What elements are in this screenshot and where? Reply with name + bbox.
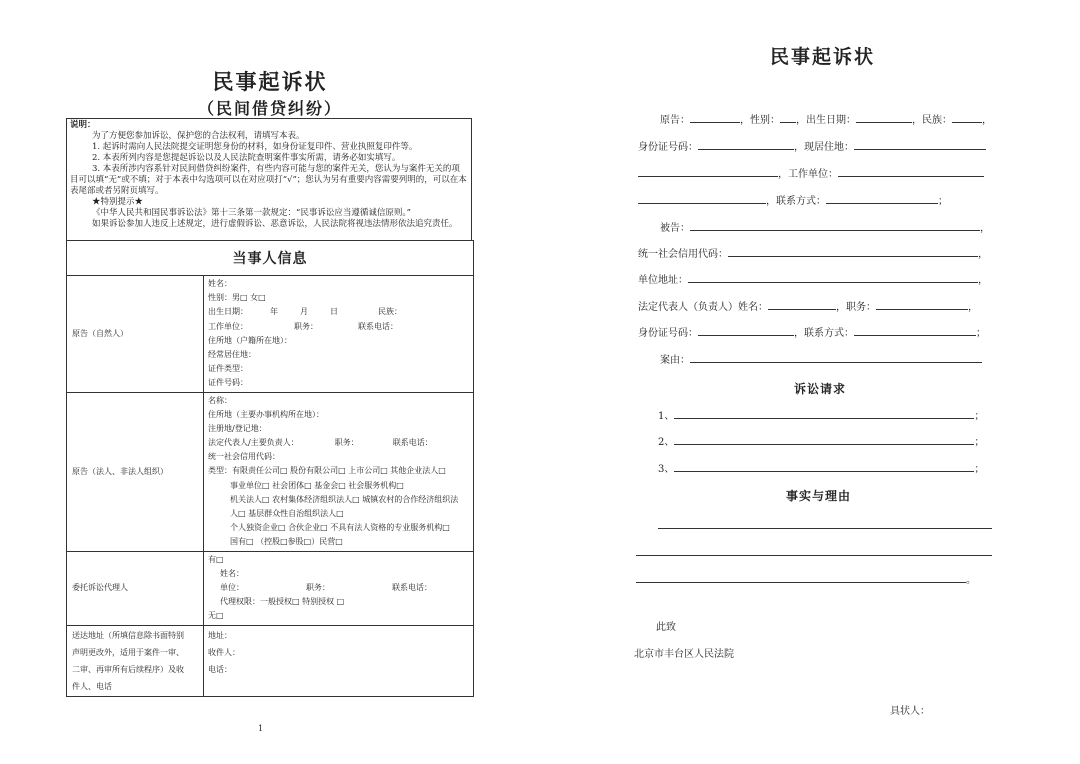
birth-blank[interactable] xyxy=(856,112,912,123)
org-address-line xyxy=(638,272,988,288)
org-type-checkboxes-2[interactable]: 事业单位□ 社会团体□ 基金会□ 社会服务机构□ xyxy=(230,480,404,490)
claim-3-blank[interactable] xyxy=(674,461,974,472)
org-type-checkboxes-5[interactable]: 个人独资企业□ 合伙企业□ 不具有法人资格的专业服务机构□ xyxy=(230,523,450,533)
id-type-field[interactable]: 证件类型： xyxy=(208,364,248,374)
instruction-item-1: 1. 起诉时需向人民法院提交证明您身份的材料，如身份证复印件、营业执照复印件等。 xyxy=(92,142,418,152)
residence-blank[interactable] xyxy=(854,139,986,150)
party-info-table xyxy=(66,240,474,697)
claims-heading: 诉讼请求 xyxy=(794,382,847,396)
law-citation: 《中华人民共和国民事诉讼法》第十三条第一款规定：“民事诉讼应当遵循诚信原则。” xyxy=(92,208,411,218)
agent-no-checkbox[interactable]: 无□ xyxy=(208,611,224,621)
org-type-checkboxes-3[interactable]: 机关法人□ 农村集体经济组织法人□ 城镇农村的合作经济组织法 xyxy=(230,494,459,504)
org-type-checkboxes-1[interactable]: 类型：有限责任公司□ 股份有限公司□ 上市公司□ 其他企业法人□ xyxy=(208,466,446,476)
legal-rep-field[interactable]: 法定代表人/主要负责人： xyxy=(208,438,299,448)
facts-line-2[interactable] xyxy=(636,555,992,556)
name-field[interactable]: 姓名： xyxy=(208,279,232,288)
agent-authority-checkboxes[interactable]: 代理权限：一般授权□ 特别授权 □ xyxy=(220,597,345,607)
position-label: ，职务： xyxy=(836,302,876,313)
contact2-blank[interactable] xyxy=(854,325,976,336)
registered-place-field[interactable]: 注册地/登记地： xyxy=(208,423,267,433)
claim-1-label: 1、 xyxy=(658,411,675,422)
page-number: 1 xyxy=(258,724,264,733)
service-label-line-1: 送达地址（所填信息除书面特别 xyxy=(72,630,184,640)
agent-yes-checkbox[interactable]: 有□ xyxy=(208,554,224,564)
cause-line xyxy=(660,352,982,368)
employer-blank[interactable] xyxy=(838,166,984,177)
org-address-label: 单位地址： xyxy=(638,275,688,286)
claim-2-blank[interactable] xyxy=(674,434,974,445)
org-position-field[interactable]: 职务： xyxy=(334,438,359,448)
cause-label: 案由： xyxy=(660,355,690,366)
birth-date-field[interactable]: 出生日期： xyxy=(208,307,248,317)
position-field[interactable]: 职务： xyxy=(294,321,318,331)
ethnicity-field[interactable]: 民族： xyxy=(378,307,402,317)
service-label-line-2: 声明更改外，适用于案件一审、 xyxy=(72,647,184,657)
plaintiff-label: 原告： xyxy=(660,115,690,126)
plaintiff-org-fields xyxy=(204,392,474,551)
punct: ， xyxy=(982,115,992,126)
agent-name-field[interactable]: 姓名： xyxy=(220,568,244,578)
recipient-field[interactable]: 收件人： xyxy=(208,647,240,657)
service-label-line-4: 件人、电话 xyxy=(72,681,112,691)
birth-ethnicity-row xyxy=(208,305,469,319)
agent-fields xyxy=(204,551,474,625)
org-type-checkboxes-4[interactable]: 人□ 基层群众性自治组织法人□ xyxy=(230,509,344,518)
special-notice-label: ★特别提示★ xyxy=(92,197,144,207)
agent-label: 委托诉讼代理人 xyxy=(67,551,204,625)
day-label: 日 xyxy=(330,307,338,317)
warning-text: 如果诉讼参加人违反上述规定，进行虚假诉讼、恶意诉讼，人民法院将视违法情形依法追究责任。 xyxy=(92,219,458,229)
plaintiff-name-blank[interactable] xyxy=(690,112,740,123)
gender-blank[interactable] xyxy=(780,112,796,123)
instructions-box xyxy=(66,118,472,240)
punct: ； xyxy=(974,411,985,422)
punct: ； xyxy=(974,464,985,475)
credit-code-label: 统一社会信用代码： xyxy=(638,249,728,260)
form-subtitle: （民间借贷纠纷） xyxy=(197,99,342,118)
legal-rep-line xyxy=(638,299,978,315)
month-label: 月 xyxy=(300,307,308,317)
agent-employer-row xyxy=(208,581,469,595)
org-phone-field[interactable]: 联系电话： xyxy=(392,438,433,448)
contact-line xyxy=(638,193,948,209)
instruction-item-2: 2. 本表所列内容是您提起诉讼以及人民法院查明案件事实所需，请务必如实填写。 xyxy=(92,153,401,163)
employer-line xyxy=(638,166,984,182)
contact-blank[interactable] xyxy=(826,193,938,204)
complaint-title: 民事起诉状 xyxy=(770,46,876,68)
punct: ； xyxy=(938,196,948,207)
employer-row xyxy=(208,320,469,334)
ethnicity-blank[interactable] xyxy=(952,112,982,123)
legal-rep-label: 法定代表人（负责人）姓名： xyxy=(638,302,768,313)
cause-blank[interactable] xyxy=(690,352,982,363)
contact2-label: ，联系方式： xyxy=(794,328,854,339)
plaintiff-org-label: 原告（法人、非法人组织） xyxy=(67,392,204,551)
credit-code-line xyxy=(638,246,988,262)
credit-code-blank[interactable] xyxy=(728,246,978,257)
gender-checkbox-field[interactable]: 性别：男□ 女□ xyxy=(208,293,266,303)
salutation: 此致 xyxy=(656,622,676,633)
org-type-checkboxes-6[interactable]: 国有□ （控股□参股□）民营□ xyxy=(230,537,343,547)
id-number-field[interactable]: 证件号码： xyxy=(208,378,248,388)
contact-label: ，联系方式： xyxy=(766,196,826,207)
legal-rep-blank[interactable] xyxy=(768,299,836,310)
id-residence-line xyxy=(638,139,986,155)
facts-heading: 事实与理由 xyxy=(786,489,852,503)
service-label-line-3: 二审、再审所有后续程序）及收 xyxy=(72,664,184,674)
year-label: 年 xyxy=(270,307,278,317)
id-contact-line xyxy=(638,325,986,341)
service-address-field[interactable]: 地址： xyxy=(208,630,232,640)
org-address-blank[interactable] xyxy=(688,272,978,283)
facts-line-1[interactable] xyxy=(658,528,992,529)
punct: ， xyxy=(968,302,978,313)
service-phone-field[interactable]: 电话： xyxy=(208,664,232,674)
position-blank[interactable] xyxy=(876,299,968,310)
birth-label: ，出生日期： xyxy=(796,115,856,126)
employer-cont-blank[interactable] xyxy=(638,193,766,204)
plaintiff-line xyxy=(660,112,992,128)
claim-1-line xyxy=(658,408,984,424)
agent-phone-field[interactable]: 联系电话： xyxy=(392,582,432,592)
phone-field[interactable]: 联系电话： xyxy=(358,321,398,331)
signer-label: 具状人： xyxy=(890,706,930,717)
punct: ； xyxy=(976,328,986,339)
punct: ， xyxy=(978,249,988,260)
claim-2-label: 2、 xyxy=(658,437,675,448)
service-address-label xyxy=(67,625,204,696)
plaintiff-natural-fields xyxy=(204,276,474,393)
claim-3-label: 3、 xyxy=(658,464,675,475)
gender-label: ，性别： xyxy=(740,115,780,126)
ethnicity-label: ，民族： xyxy=(912,115,952,126)
residence-field[interactable]: 经常居住地： xyxy=(208,349,256,359)
claim-1-blank[interactable] xyxy=(674,408,974,419)
party-info-heading: 当事人信息 xyxy=(67,241,474,276)
plaintiff-natural-label: 原告（自然人） xyxy=(67,276,204,393)
credit-code-field[interactable]: 统一社会信用代码： xyxy=(208,452,280,462)
employer-label: ，工作单位： xyxy=(778,169,838,180)
defendant-label: 被告： xyxy=(660,223,690,234)
punct: ； xyxy=(974,437,985,448)
org-name-field[interactable]: 名称： xyxy=(208,395,232,405)
agent-employer-field[interactable]: 单位： xyxy=(220,582,244,592)
instructions-intro: 为了方便您参加诉讼，保护您的合法权利，请填写本表。 xyxy=(92,131,305,141)
defendant-blank[interactable] xyxy=(690,220,980,231)
legal-rep-row xyxy=(208,436,469,450)
facts-line-3-row xyxy=(636,572,976,588)
claim-2-line xyxy=(658,434,984,450)
form-title: 民事起诉状 xyxy=(212,69,328,94)
id-number-blank[interactable] xyxy=(698,139,794,150)
court-name: 北京市丰台区人民法院 xyxy=(634,649,734,660)
defendant-line xyxy=(660,220,990,236)
service-fields xyxy=(204,625,474,696)
punct: ， xyxy=(978,275,988,286)
id-number2-blank[interactable] xyxy=(698,325,794,336)
claim-3-line xyxy=(658,461,984,477)
employer-field[interactable]: 工作单位： xyxy=(208,321,248,331)
instruction-item-3: 3. 本表所涉内容系针对民间借贷纠纷案件，有些内容可能与您的案件无关，您认为与案件无关的项目可以填“无”或不填；对于本表中勾选项可以在对应项打“√”；您认为另有重要内容需要列明的，可以在本表尾部或者另附页填写。 xyxy=(70,164,467,196)
instructions-label: 说明： xyxy=(70,120,96,130)
residence-cont-blank[interactable] xyxy=(638,166,778,177)
residence-label: ，现居住地： xyxy=(794,142,854,153)
facts-line-3[interactable] xyxy=(636,572,966,583)
domicile-field[interactable]: 住所地（户籍所在地）： xyxy=(208,335,292,345)
punct: ， xyxy=(980,223,990,234)
org-address-field[interactable]: 住所地（主要办事机构所在地）： xyxy=(208,409,324,419)
punct: 。 xyxy=(966,575,976,586)
agent-position-field[interactable]: 职务： xyxy=(306,582,330,592)
id-number2-label: 身份证号码： xyxy=(638,328,698,339)
id-number-label: 身份证号码： xyxy=(638,142,698,153)
